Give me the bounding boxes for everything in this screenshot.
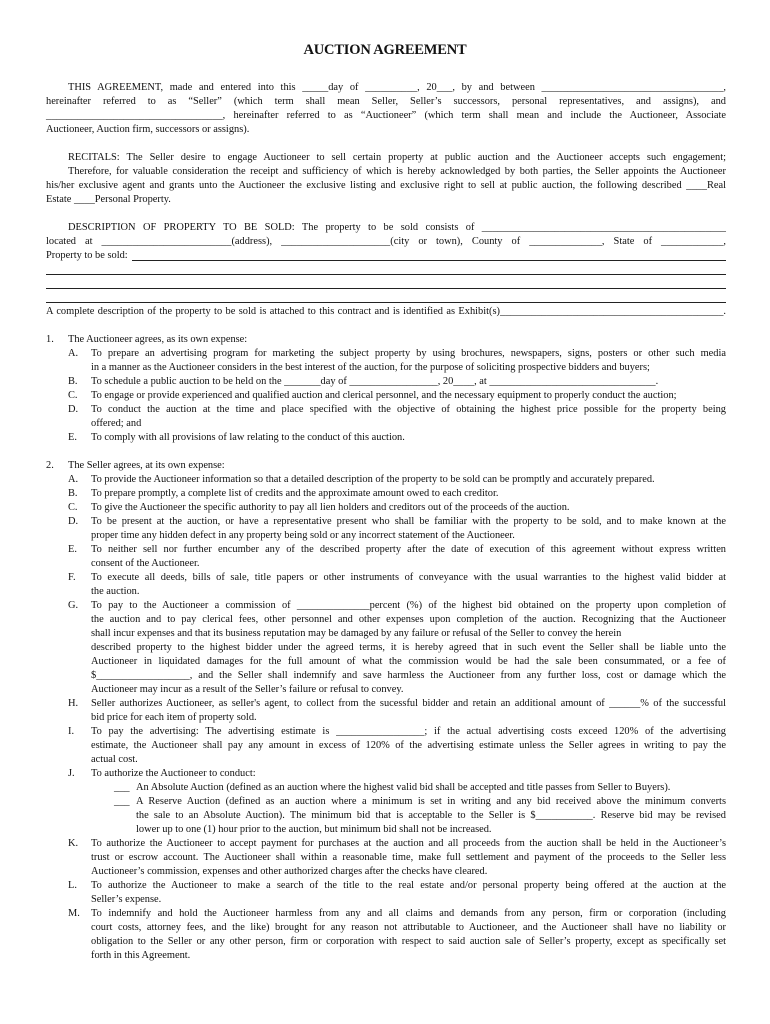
item-text: bid price for each item of property sold.: [91, 712, 257, 723]
item-text: the auction.: [91, 586, 140, 597]
item-letter: C.: [68, 390, 78, 401]
blank-line: [46, 302, 726, 303]
item-text: To pay to the Auctioneer a commission of ______________percent (%) of the highest bid obtained on the property upon completion of: [91, 600, 726, 611]
item-text: To engage or provide experienced and qualified auction and clerical personnel, and the necessary equipment to properly conduct the auction;: [91, 390, 677, 401]
section-number: 1.: [46, 334, 54, 345]
item-letter: B.: [68, 488, 78, 499]
exhibit-line: A complete description of the property to be sold is attached to this contract and is identified as Exhibit(s)___________________________________________.: [46, 306, 726, 317]
item-text: described property to the highest bidder under the agreed terms, it is hereby agreed that in such event the Seller shall be liable unto the: [91, 642, 726, 653]
section-heading: The Seller agrees, at its own expense:: [68, 460, 225, 471]
reserve-auction-checkbox[interactable]: ___: [114, 796, 130, 807]
item-text: the auction and to pay clerical fees, other personnel and other expenses upon completion of the auction. Recognizing that the Auctioneer: [91, 614, 726, 625]
property-to-be-sold-label: Property to be sold:: [46, 250, 128, 261]
item-text: Auctioneer in liquidated damages for the full amount of what the commission would be had the sale been consummated, or a fee of: [91, 656, 726, 667]
intro-line: Auctioneer, Auction firm, successors or assigns).: [46, 124, 250, 135]
item-text: Seller’s expense.: [91, 894, 162, 905]
item-text: To authorize the Auctioneer to make a search of the title to the real estate and/or personal property being offered at the auction at the: [91, 880, 726, 891]
item-letter: E.: [68, 544, 77, 555]
item-text: $__________________, and the Seller shall indemnify and save harmless the Auctioneer from any further loss, cost or damage which the: [91, 670, 726, 681]
blank-line: [132, 260, 726, 261]
item-text: To prepare an advertising program for marketing the subject property by using brochures, newspapers, signs, posters or other such media: [91, 348, 726, 359]
item-text: To comply with all provisions of law relating to the conduct of this auction.: [91, 432, 405, 443]
item-letter: I.: [68, 726, 75, 737]
item-text: in a manner as the Auctioneer considers in the best interest of the auction, for the purpose of soliciting prospective bidders and buyers;: [91, 362, 650, 373]
item-letter: H.: [68, 698, 79, 709]
blank-line: [46, 288, 726, 289]
item-letter: C.: [68, 502, 78, 513]
section-number: 2.: [46, 460, 54, 471]
item-text: Auctioneer’s commission, expenses and other authorized charges after the checks have cleared.: [91, 866, 488, 877]
item-text: Seller authorizes Auctioneer, as seller's agent, to collect from the sucessful bidder and retain an additional amount of ______% of the successful: [91, 698, 726, 709]
item-text: estimate, the Auctioneer shall pay any amount in excess of 120% of the advertising estimate unless the Seller agrees in writing to pay the: [91, 740, 726, 751]
document-title: AUCTION AGREEMENT: [303, 42, 467, 58]
item-text: shall incur expenses and that its business reputation may be damaged by any failure or refusal of the Seller to convey the herein: [91, 628, 622, 639]
absolute-auction-checkbox[interactable]: ___: [114, 782, 130, 793]
item-text: To pay the advertising: The advertising estimate is _________________; if the actual advertising costs exceed 120% of the advertising: [91, 726, 726, 737]
item-text: Auctioneer may incur as a result of the Seller’s failure or refusal to convey.: [91, 684, 404, 695]
item-letter: D.: [68, 516, 79, 527]
item-letter: F.: [68, 572, 76, 583]
description-line: located at _________________________(address), _____________________(city or town), County of ______________, State of ____________,: [46, 236, 726, 247]
item-text: To provide the Auctioneer information so that a detailed description of the property to be sold can be promptly and accurately prepared.: [91, 474, 655, 485]
item-letter: D.: [68, 404, 79, 415]
item-letter: A.: [68, 348, 79, 359]
item-text: proper time any hidden defect in any property being sold or any incorrect statement of the Auctioneer.: [91, 530, 515, 541]
recitals-line: his/her exclusive agent and grants unto the Auctioneer the exclusive listing and exclusive right to sell at public auction, the following described ____Real: [46, 180, 726, 191]
recitals-line: Therefore, for valuable consideration the receipt and sufficiency of which is hereby acknowledged by both parties, the Seller appoints the Auctioneer: [68, 166, 726, 177]
item-text: To conduct the auction at the time and place specified with the objective of obtaining the highest price possible for the property being: [91, 404, 726, 415]
item-letter: E.: [68, 432, 77, 443]
intro-line: __________________________________, hereinafter referred to as “Auctioneer” (which term shall mean and include the Auctioneer, Associate: [46, 110, 726, 121]
item-text: offered; and: [91, 418, 142, 429]
item-text: obligation to the Seller or any other person, firm or corporation with respect to said auction sale of Seller’s property, except as specifically set: [91, 936, 726, 947]
item-letter: K.: [68, 838, 79, 849]
item-letter: A.: [68, 474, 79, 485]
item-text: forth in this Agreement.: [91, 950, 191, 961]
blank-line: [46, 274, 726, 275]
option-text: lower up to one (1) hour prior to the auction, but minimum bid shall not be increased.: [136, 824, 492, 835]
item-text: To prepare promptly, a complete list of credits and the approximate amount owed to each creditor.: [91, 488, 499, 499]
item-text: actual cost.: [91, 754, 138, 765]
intro-line: THIS AGREEMENT, made and entered into this _____day of __________, 20___, by and between ___________________________________,: [68, 82, 726, 93]
section-heading: The Auctioneer agrees, as its own expense:: [68, 334, 248, 345]
item-text: To neither sell nor further encumber any of the described property after the date of execution of this agreement without express written: [91, 544, 726, 555]
item-text: To give the Auctioneer the specific authority to pay all lien holders and creditors out of the proceeds of the auction.: [91, 502, 570, 513]
item-text: To authorize the Auctioneer to conduct:: [91, 768, 256, 779]
item-text: To be present at the auction, or have a representative present who shall be familiar with the property to be sold, and to make known at the: [91, 516, 726, 527]
item-text: To schedule a public auction to be held on the _______day of _________________, 20____, at ________________________________.: [91, 376, 659, 387]
item-letter: G.: [68, 600, 79, 611]
description-line: DESCRIPTION OF PROPERTY TO BE SOLD: The property to be sold consists of _______________________________________________: [68, 222, 726, 233]
item-letter: M.: [68, 908, 80, 919]
item-text: consent of the Auctioneer.: [91, 558, 200, 569]
item-letter: L.: [68, 880, 77, 891]
item-text: court costs, attorney fees, and the like) brought for any reason not attributable to Auctioneer, and the Auctioneer shall have no liability or: [91, 922, 726, 933]
item-text: trust or escrow account. The Auctioneer shall within a reasonable time, make full settlement and payment of the proceeds to the Seller less: [91, 852, 726, 863]
intro-line: hereinafter referred to as “Seller” (which term shall mean Seller, Seller’s successors, personal representatives, and assigns), and: [46, 96, 726, 107]
item-text: To indemnify and hold the Auctioneer harmless from any and all claims and demands from any person, firm or corporation (including: [91, 908, 726, 919]
item-letter: B.: [68, 376, 78, 387]
recitals-line: RECITALS: The Seller desire to engage Auctioneer to sell certain property at public auction and the Auctioneer accepts such engagement;: [68, 152, 726, 163]
item-letter: J.: [68, 768, 75, 779]
option-text: A Reserve Auction (defined as an auction where a minimum is set in writing and any bid received above the minimum converts: [136, 796, 726, 807]
item-text: To execute all deeds, bills of sale, title papers or other instruments of conveyance with the usual warranties to the highest valid bidder at: [91, 572, 726, 583]
recitals-line: Estate ____Personal Property.: [46, 194, 171, 205]
option-text: An Absolute Auction (defined as an auction where the highest valid bid shall be accepted and title passes from Seller to Buyers).: [136, 782, 671, 793]
item-text: To authorize the Auctioneer to accept payment for purchases at the auction and all proceeds from the auction shall be held in the Auctioneer’s: [91, 838, 726, 849]
option-text: the sale to an Absolute Auction). The minimum bid that is acceptable to the Seller is $___________. Reserve bid may be revised: [136, 810, 726, 821]
